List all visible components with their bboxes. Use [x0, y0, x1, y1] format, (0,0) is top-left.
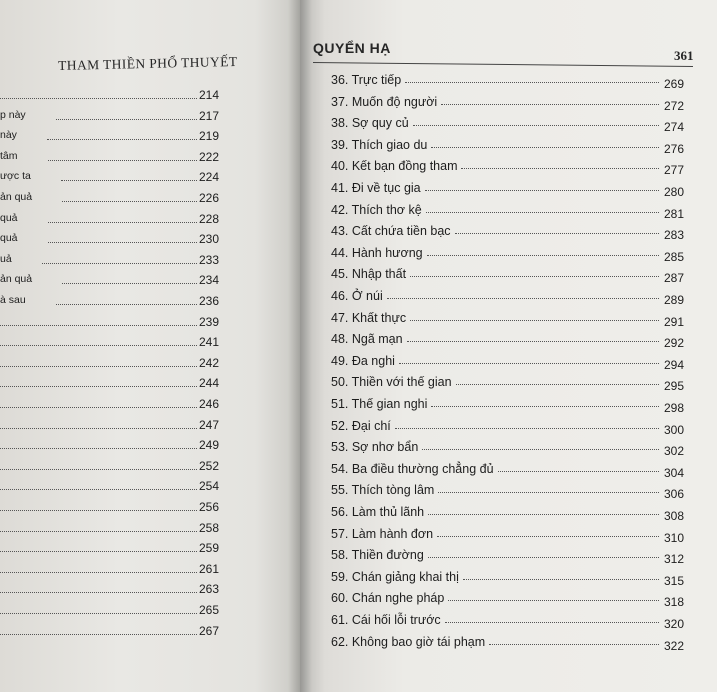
dot-leader	[0, 325, 197, 326]
toc-entry	[0, 129, 225, 147]
dot-leader	[47, 139, 197, 140]
toc-entry-title: 60. Chán nghe pháp	[331, 591, 445, 606]
toc-entry	[331, 613, 691, 631]
toc-entry-page: 292	[664, 336, 685, 351]
toc-entry	[331, 224, 691, 242]
toc-entry-page: 287	[664, 271, 685, 286]
dot-leader	[413, 125, 659, 126]
toc-entry-title: ược ta	[0, 170, 31, 183]
toc-entry	[0, 624, 225, 642]
dot-leader	[0, 428, 197, 429]
toc-entry-page: 304	[664, 465, 685, 480]
dot-leader	[427, 255, 659, 256]
toc-entry-title: uả	[0, 252, 12, 265]
toc-entry	[0, 418, 225, 436]
toc-entry-page: 247	[199, 417, 220, 432]
toc-entry-title: 49. Đa nghi	[331, 353, 395, 368]
toc-entry-page: 233	[199, 252, 220, 267]
toc-entry-title: 39. Thích giao du	[331, 137, 428, 152]
toc-entry-page: 241	[199, 335, 220, 350]
toc-entry	[331, 332, 691, 350]
toc-entry-page: 294	[664, 357, 685, 372]
toc-entry-page: 289	[664, 293, 685, 307]
dot-leader	[42, 263, 197, 264]
toc-entry	[0, 603, 225, 621]
toc-entry	[331, 440, 691, 458]
toc-entry	[0, 150, 225, 168]
dot-leader	[422, 449, 659, 450]
toc-entry	[331, 635, 691, 653]
toc-entry-page: 276	[664, 141, 685, 156]
toc-entry-page: 214	[199, 88, 220, 102]
toc-entry-page: 298	[664, 401, 685, 415]
toc-entry-title: p này	[0, 108, 26, 121]
toc-entry	[0, 459, 225, 477]
toc-entry-page: 267	[199, 623, 220, 638]
toc-entry-title: 42. Thích thơ kệ	[331, 202, 422, 217]
toc-entry-title: 36. Trực tiếp	[331, 73, 402, 87]
toc-entry-page: 281	[664, 206, 685, 221]
toc-entry	[0, 191, 225, 209]
toc-entry-page: 224	[199, 170, 220, 185]
toc-entry-title: 56. Làm thủ lãnh	[331, 505, 425, 519]
book-gutter	[288, 0, 312, 692]
toc-entry	[0, 273, 225, 291]
toc-entry-page: 308	[664, 509, 685, 523]
dot-leader	[428, 557, 659, 558]
dot-leader	[455, 233, 659, 234]
toc-entry-page: 312	[664, 552, 685, 567]
toc-entry-page: 274	[664, 120, 685, 135]
toc-entry-title: này	[0, 129, 17, 142]
toc-entry-page: 244	[199, 376, 220, 391]
toc-entry	[331, 95, 691, 113]
toc-entry	[331, 73, 691, 91]
toc-entry-title: 50. Thiền với thế gian	[331, 375, 452, 390]
toc-entry-title: quả	[0, 232, 18, 245]
dot-leader	[448, 600, 659, 601]
toc-entry	[331, 397, 691, 415]
toc-entry	[331, 483, 691, 501]
toc-entry-title: 37. Muốn độ người	[331, 94, 438, 109]
toc-entry	[0, 253, 225, 271]
toc-entry-title: 38. Sợ quy củ	[331, 116, 409, 131]
toc-entry	[331, 548, 691, 566]
toc-entry-page: 254	[199, 479, 220, 494]
toc-entry	[331, 181, 691, 199]
toc-entry-title: 41. Đi về tục gia	[331, 181, 421, 195]
toc-entry-page: 242	[199, 355, 220, 370]
toc-entry	[331, 138, 691, 156]
toc-entry-page: 272	[664, 98, 685, 113]
right-running-head: QUYỂN HẠ	[313, 40, 391, 56]
toc-entry-page: 217	[199, 108, 220, 123]
dot-leader	[0, 634, 197, 635]
toc-entry-page: 295	[664, 379, 685, 394]
dot-leader	[48, 222, 197, 223]
toc-entry	[331, 159, 691, 177]
dot-leader	[387, 298, 659, 299]
toc-entry	[0, 88, 225, 106]
page-number: 361	[674, 48, 694, 63]
toc-entry-page: 258	[199, 520, 220, 535]
toc-entry	[331, 203, 691, 221]
dot-leader	[425, 190, 659, 191]
toc-entry-title: 61. Cái hối lỗi trước	[331, 613, 441, 627]
toc-entry-page: 291	[664, 314, 685, 329]
toc-entry-page: 302	[664, 444, 685, 459]
dot-leader	[62, 201, 197, 202]
toc-entry	[0, 521, 225, 539]
toc-entry-page: 239	[199, 314, 220, 329]
toc-entry	[0, 170, 225, 188]
toc-entry-title: tâm	[0, 149, 18, 162]
toc-entry	[0, 356, 225, 374]
dot-leader	[461, 168, 659, 169]
toc-entry-page: 265	[199, 603, 220, 617]
toc-entry	[0, 232, 225, 250]
toc-entry	[331, 116, 691, 134]
toc-entry-page: 280	[664, 185, 685, 199]
toc-entry-page: 322	[664, 638, 685, 653]
toc-entry-page: 259	[199, 541, 220, 556]
dot-leader	[445, 622, 659, 623]
toc-entry-page: 300	[664, 422, 685, 437]
toc-entry	[331, 419, 691, 437]
dot-leader	[61, 180, 197, 181]
dot-leader	[0, 572, 197, 573]
toc-entry	[0, 541, 225, 559]
dot-leader	[0, 613, 197, 614]
dot-leader	[0, 531, 197, 532]
toc-entry-title: 43. Cất chứa tiền bạc	[331, 224, 451, 239]
toc-entry	[331, 591, 691, 609]
toc-entry-title: 59. Chán giảng khai thị	[331, 569, 459, 584]
dot-leader	[428, 514, 659, 515]
toc-entry-title: 46. Ở núi	[331, 289, 383, 303]
toc-entry	[0, 438, 225, 456]
toc-entry-title: 62. Không bao giờ tái phạm	[331, 634, 486, 649]
toc-entry-title: ản quả	[0, 191, 33, 203]
toc-entry-title: 40. Kết bạn đồng tham	[331, 159, 458, 174]
toc-entry-title: 44. Hành hương	[331, 245, 423, 260]
dot-leader	[405, 82, 659, 83]
toc-entry	[0, 294, 225, 312]
dot-leader	[410, 276, 659, 277]
dot-leader	[438, 492, 659, 493]
dot-leader	[437, 536, 659, 537]
toc-entry	[0, 376, 225, 394]
dot-leader	[0, 469, 197, 470]
dot-leader	[0, 366, 197, 367]
dot-leader	[489, 644, 659, 645]
dot-leader	[0, 592, 197, 593]
left-running-head: THAM THIỀN PHỔ THUYẾT	[58, 53, 238, 73]
toc-entry	[0, 335, 225, 353]
toc-entry-title: quả	[0, 211, 18, 224]
toc-entry	[331, 267, 691, 285]
toc-entry	[331, 246, 691, 264]
toc-entry-page: 228	[199, 211, 220, 226]
toc-entry-page: 219	[199, 129, 220, 144]
toc-entry	[331, 375, 691, 393]
toc-entry-page: 249	[199, 438, 220, 453]
toc-entry-title: 54. Ba điều thường chẳng đủ	[331, 461, 494, 476]
toc-entry-page: 318	[664, 595, 685, 610]
toc-entry-page: 263	[199, 582, 220, 597]
toc-entry-title: 47. Khất thực	[331, 310, 407, 325]
toc-entry	[0, 212, 225, 230]
dot-leader	[0, 489, 197, 490]
toc-entry	[0, 109, 225, 127]
toc-entry	[0, 500, 225, 518]
toc-entry-page: 246	[199, 397, 220, 411]
dot-leader	[62, 283, 197, 284]
toc-entry-title: 58. Thiền đường	[331, 548, 424, 563]
toc-entry	[0, 315, 225, 333]
toc-entry	[0, 479, 225, 497]
toc-entry	[0, 562, 225, 580]
dot-leader	[48, 160, 197, 161]
toc-entry-title: 45. Nhập thất	[331, 267, 407, 282]
toc-entry-page: 256	[199, 500, 220, 514]
toc-entry-title: 57. Làm hành đơn	[331, 526, 434, 541]
dot-leader	[0, 510, 197, 511]
toc-entry	[331, 505, 691, 523]
toc-entry-page: 252	[199, 458, 220, 473]
toc-entry	[0, 582, 225, 600]
dot-leader	[0, 448, 197, 449]
toc-entry-page: 283	[664, 228, 685, 243]
toc-entry-title: à sau	[0, 294, 26, 306]
dot-leader	[463, 579, 659, 580]
dot-leader	[0, 551, 197, 552]
toc-entry-page: 261	[199, 561, 220, 576]
dot-leader	[407, 341, 659, 342]
toc-entry-page: 222	[199, 149, 220, 164]
dot-leader	[431, 406, 659, 407]
toc-entry-page: 277	[664, 163, 685, 178]
dot-leader	[0, 407, 197, 408]
toc-entry-page: 226	[199, 191, 220, 205]
toc-entry-page: 310	[664, 530, 685, 545]
toc-entry-title: ản quả	[0, 273, 33, 286]
dot-leader	[395, 428, 659, 429]
toc-entry	[331, 462, 691, 480]
toc-entry-page: 285	[664, 249, 685, 264]
toc-entry-page: 230	[199, 232, 220, 247]
toc-entry-page: 234	[199, 273, 220, 288]
dot-leader	[0, 345, 197, 346]
toc-entry-page: 315	[664, 573, 685, 588]
dot-leader	[456, 384, 659, 385]
dot-leader	[426, 212, 659, 213]
toc-entry-title: 51. Thế gian nghi	[331, 397, 428, 411]
toc-entry-title: 52. Đại chí	[331, 418, 391, 433]
toc-entry-title: 55. Thích tòng lâm	[331, 483, 435, 498]
dot-leader	[56, 304, 197, 305]
dot-leader	[431, 147, 659, 148]
left-page	[0, 0, 300, 692]
dot-leader	[48, 242, 197, 243]
toc-entry	[331, 311, 691, 329]
toc-entry	[331, 354, 691, 372]
toc-entry-page: 236	[199, 294, 220, 308]
toc-entry	[331, 289, 691, 307]
dot-leader	[498, 471, 659, 472]
toc-entry	[331, 527, 691, 545]
dot-leader	[410, 320, 659, 321]
dot-leader	[0, 386, 197, 387]
toc-entry-page: 320	[664, 617, 685, 631]
toc-entry-title: 53. Sợ nhơ bẩn	[331, 440, 419, 455]
dot-leader	[399, 363, 659, 364]
toc-entry-page: 306	[664, 487, 685, 502]
toc-entry-page: 269	[664, 77, 685, 91]
dot-leader	[56, 119, 197, 120]
dot-leader	[441, 104, 659, 105]
toc-entry-title: 48. Ngã mạn	[331, 332, 403, 347]
toc-entry	[0, 397, 225, 415]
dot-leader	[0, 98, 197, 99]
toc-entry	[331, 570, 691, 588]
